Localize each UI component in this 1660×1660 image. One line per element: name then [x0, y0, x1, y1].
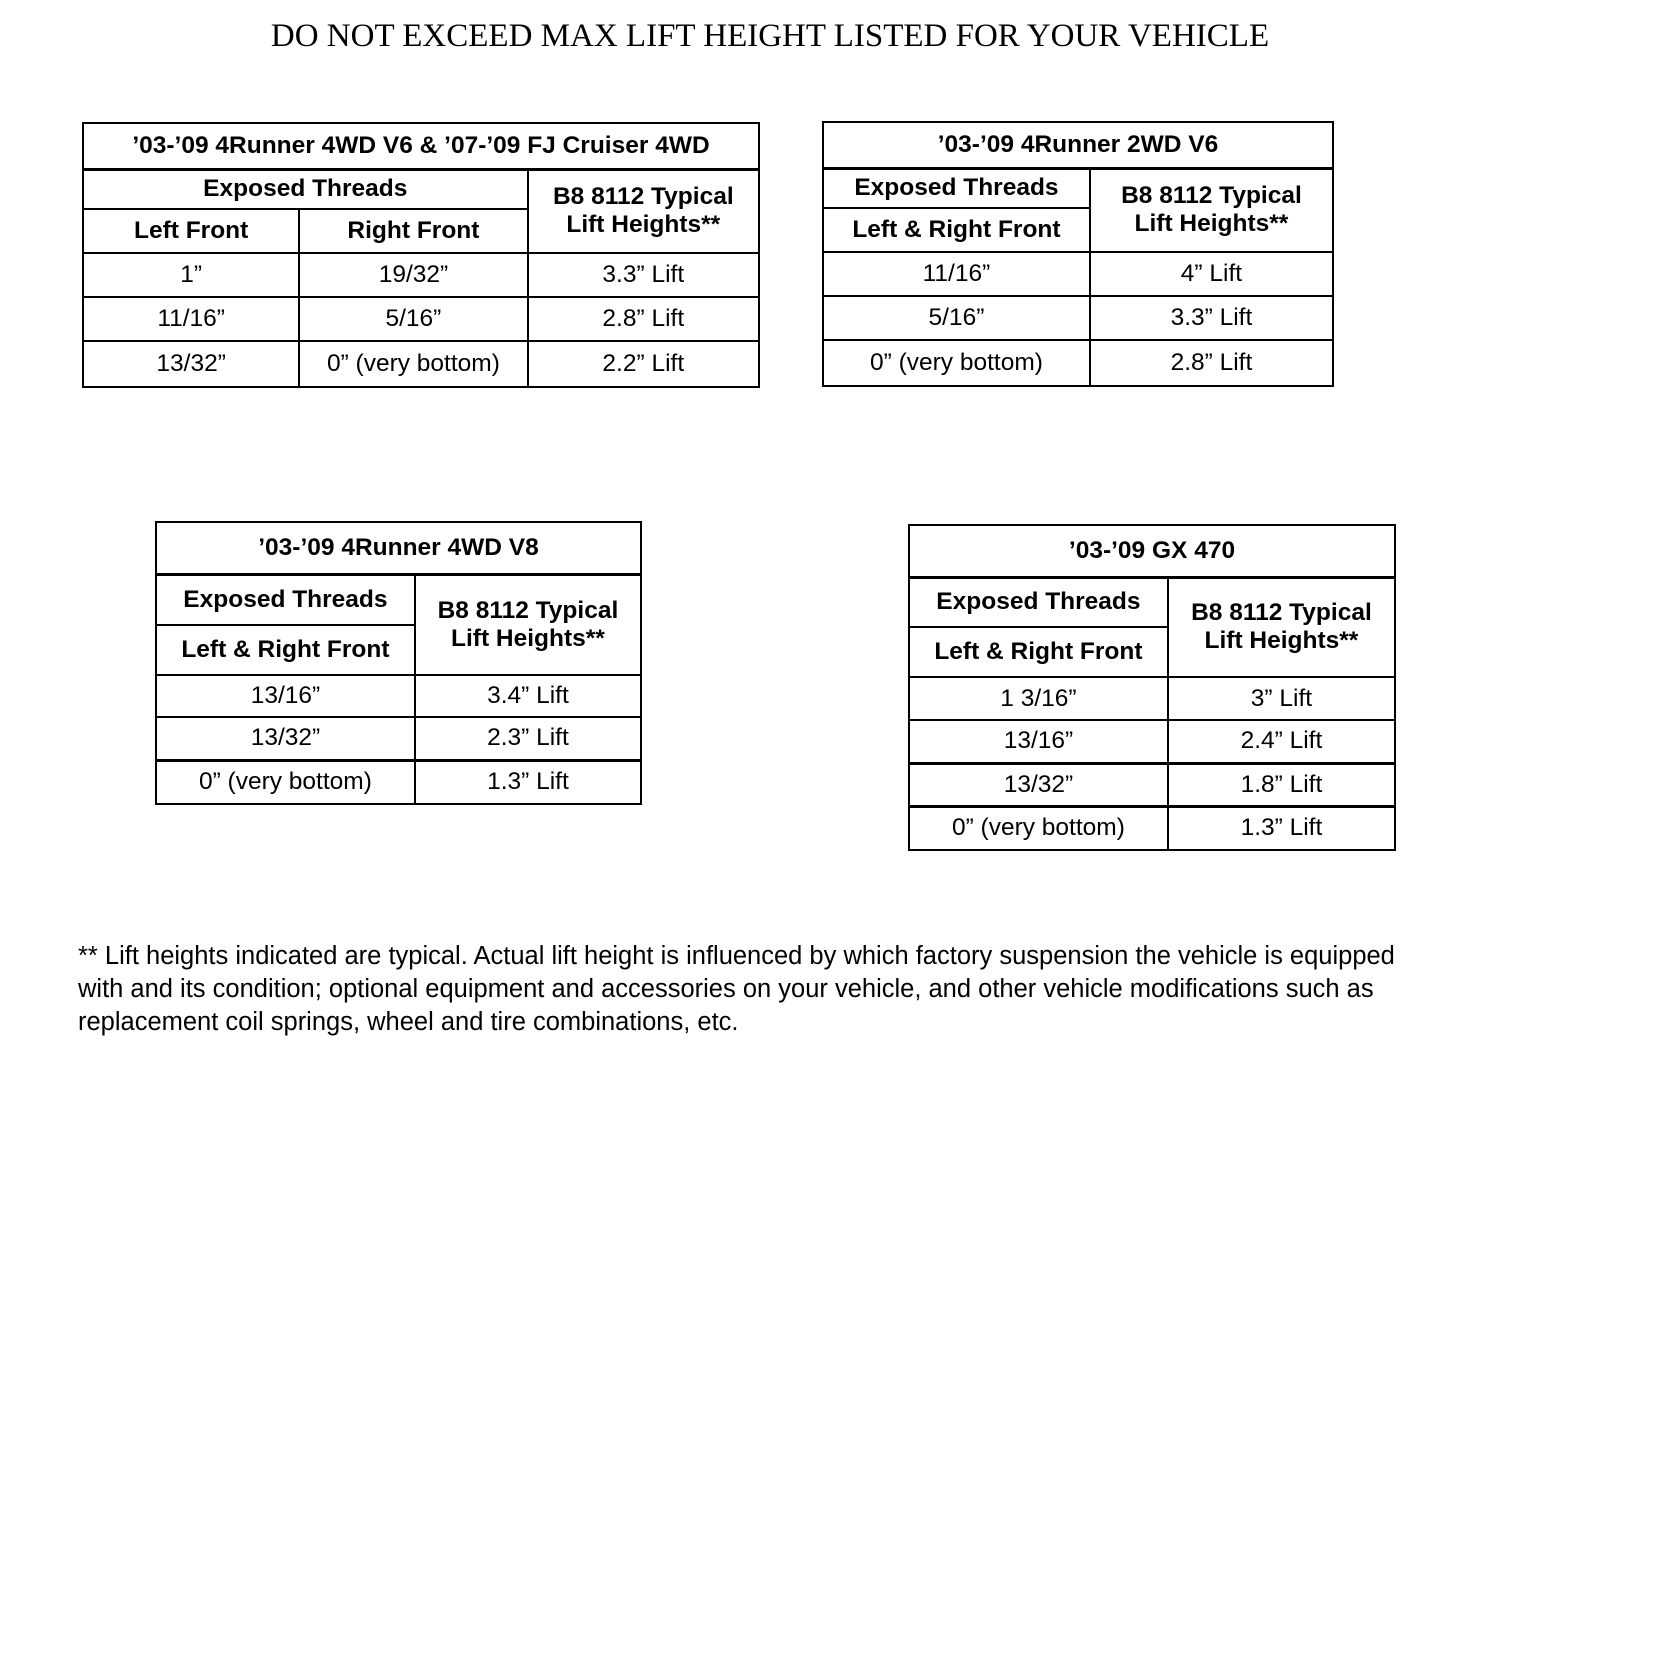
left-front-cell: 13/32”	[83, 341, 299, 387]
left-right-front-header: Left & Right Front	[823, 208, 1090, 252]
lift-cell: 3” Lift	[1168, 677, 1395, 720]
lift-heights-header: B8 8112 Typical Lift Heights**	[1090, 168, 1333, 252]
right-front-cell: 5/16”	[299, 297, 527, 341]
lift-table-gx-470	[908, 524, 1396, 851]
threads-cell: 11/16”	[823, 252, 1090, 296]
table-row	[823, 340, 1333, 386]
threads-cell: 5/16”	[823, 296, 1090, 340]
table-row	[83, 253, 759, 297]
table-row	[156, 717, 641, 760]
left-right-front-header: Left & Right Front	[156, 625, 415, 675]
lift-cell: 3.3” Lift	[528, 253, 759, 297]
lift-cell: 2.8” Lift	[528, 297, 759, 341]
threads-cell: 13/32”	[156, 717, 415, 760]
table-row	[83, 297, 759, 341]
table-row	[823, 252, 1333, 296]
table-row	[823, 296, 1333, 340]
threads-cell: 0” (very bottom)	[823, 340, 1090, 386]
threads-cell: 1 3/16”	[909, 677, 1168, 720]
lift-table-4runner-4wd-v6-fj	[82, 122, 760, 388]
left-front-header: Left Front	[83, 209, 299, 253]
lift-heights-header: B8 8112 Typical Lift Heights**	[1168, 577, 1395, 677]
lift-table-4runner-2wd-v6	[822, 121, 1334, 387]
table-title: ’03-’09 4Runner 2WD V6	[823, 122, 1333, 168]
left-right-front-header: Left & Right Front	[909, 627, 1168, 677]
exposed-threads-header: Exposed Threads	[823, 168, 1090, 208]
threads-cell: 0” (very bottom)	[156, 760, 415, 804]
table-title: ’03-’09 4Runner 4WD V8	[156, 522, 641, 574]
table-row	[909, 720, 1395, 763]
lift-cell: 1.3” Lift	[415, 760, 641, 804]
threads-cell: 13/16”	[909, 720, 1168, 763]
threads-cell: 13/32”	[909, 763, 1168, 806]
right-front-cell: 0” (very bottom)	[299, 341, 527, 387]
table-title: ’03-’09 4Runner 4WD V6 & ’07-’09 FJ Cruiser 4WD	[83, 123, 759, 169]
lift-cell: 4” Lift	[1090, 252, 1333, 296]
table-row	[909, 806, 1395, 850]
footnote: ** Lift heights indicated are typical. Actual lift height is influenced by which factory suspension the vehicle is equipped with and its condition; optional equipment and accessories on your vehicle, and other vehicle modifications such as replacement coil springs, wheel and tire combinations, etc.	[78, 942, 1395, 1036]
lift-cell: 2.3” Lift	[415, 717, 641, 760]
exposed-threads-header: Exposed Threads	[156, 574, 415, 625]
lift-cell: 1.8” Lift	[1168, 763, 1395, 806]
table-row	[909, 677, 1395, 720]
table-title: ’03-’09 GX 470	[909, 525, 1395, 577]
lift-cell: 3.4” Lift	[415, 675, 641, 717]
lift-cell: 2.2” Lift	[528, 341, 759, 387]
lift-cell: 2.4” Lift	[1168, 720, 1395, 763]
right-front-header: Right Front	[299, 209, 527, 253]
right-front-cell: 19/32”	[299, 253, 527, 297]
table-row	[909, 763, 1395, 806]
threads-cell: 13/16”	[156, 675, 415, 717]
left-front-cell: 11/16”	[83, 297, 299, 341]
lift-cell: 2.8” Lift	[1090, 340, 1333, 386]
lift-cell: 1.3” Lift	[1168, 806, 1395, 850]
exposed-threads-header: Exposed Threads	[83, 169, 528, 209]
page-heading: DO NOT EXCEED MAX LIFT HEIGHT LISTED FOR YOUR VEHICLE	[270, 18, 1270, 54]
lift-cell: 3.3” Lift	[1090, 296, 1333, 340]
exposed-threads-header: Exposed Threads	[909, 577, 1168, 627]
threads-cell: 0” (very bottom)	[909, 806, 1168, 850]
table-row	[156, 675, 641, 717]
lift-heights-header: B8 8112 Typical Lift Heights**	[415, 574, 641, 675]
left-front-cell: 1”	[83, 253, 299, 297]
lift-table-4runner-4wd-v8	[155, 521, 642, 805]
table-row	[156, 760, 641, 804]
table-row	[83, 341, 759, 387]
lift-heights-header: B8 8112 Typical Lift Heights**	[528, 169, 759, 253]
